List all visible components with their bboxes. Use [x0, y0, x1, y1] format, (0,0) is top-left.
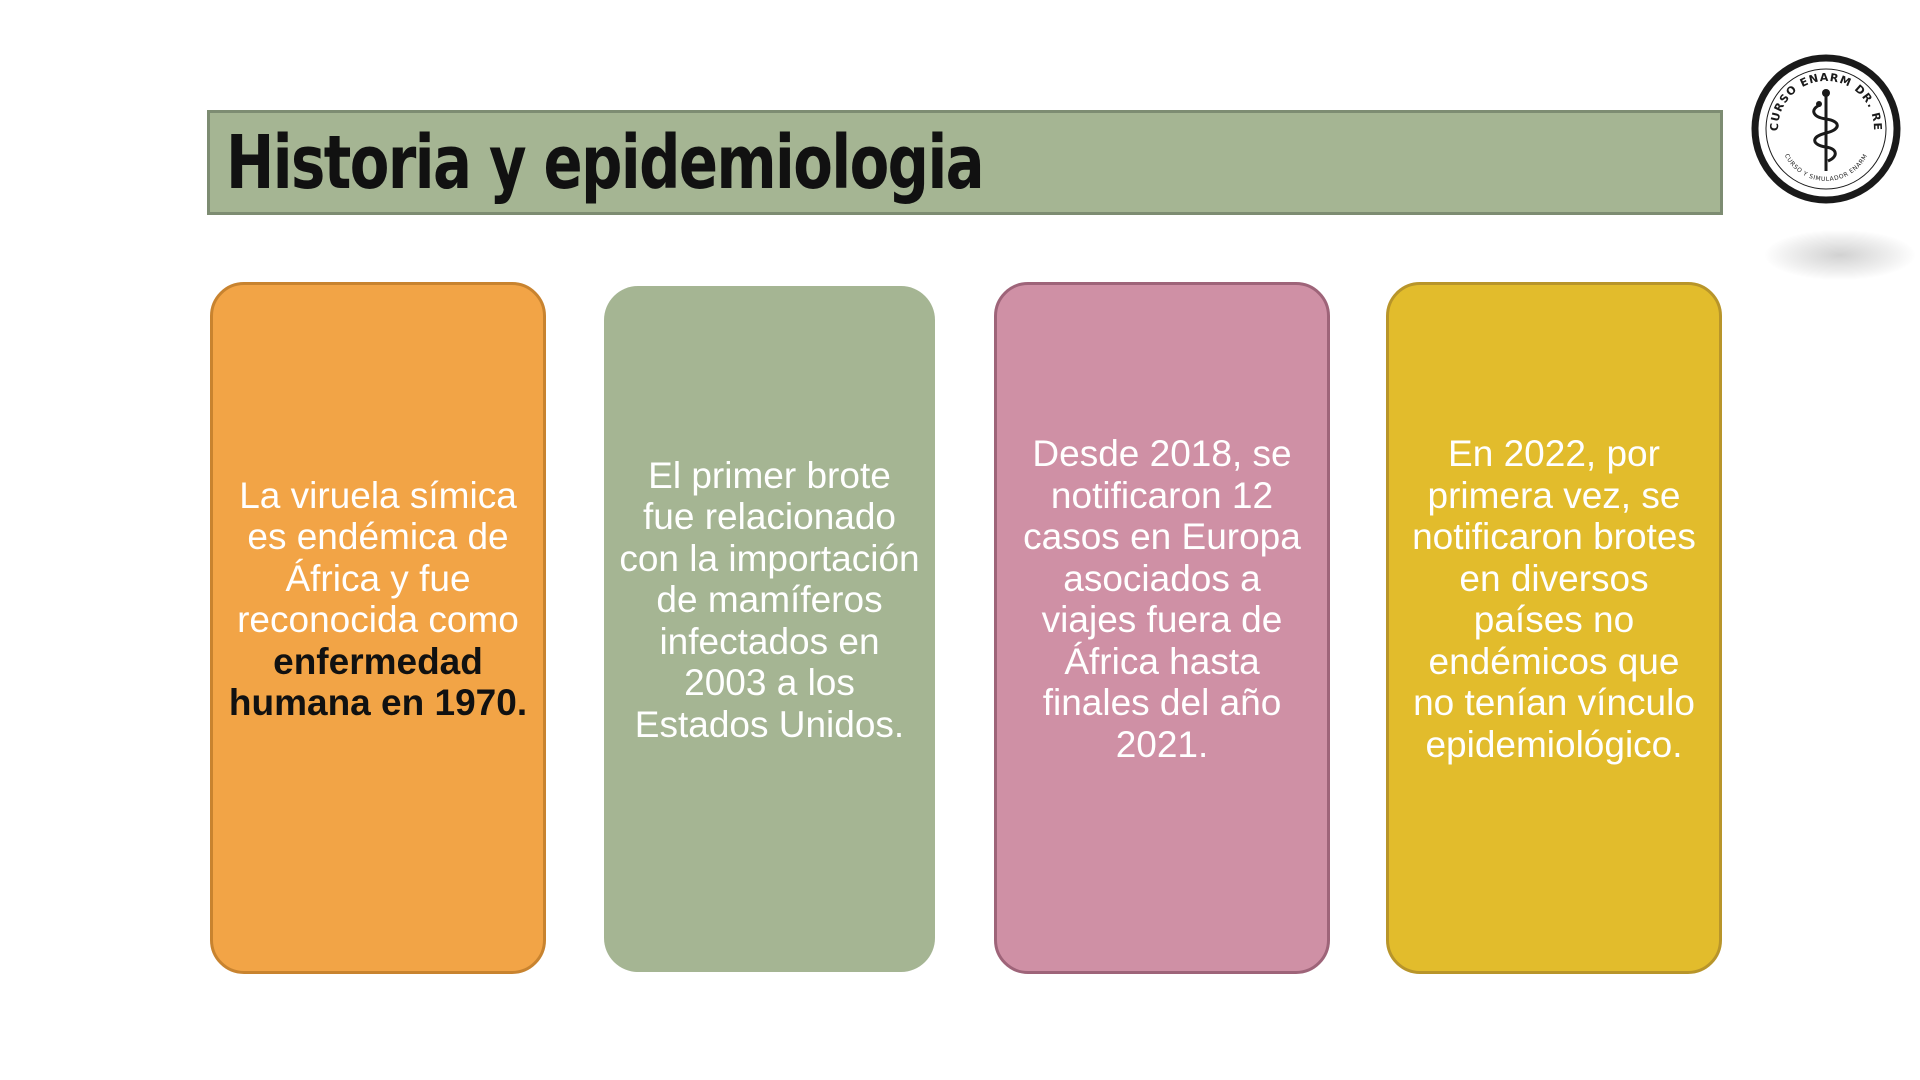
- logo-bottom-text: CURSO Y SIMULADOR ENARM: [1782, 152, 1870, 184]
- card-4-text: En 2022, por primera vez, se notificaron brotes en diversos países no endémicos que no tenían vínculo epidemiológico.: [1412, 433, 1696, 765]
- info-card-1: [210, 282, 546, 974]
- info-card-4: [1386, 282, 1722, 974]
- card-1-text: [213, 475, 543, 724]
- logo-top-text: CURSO ENARM DR. RE: [1767, 70, 1885, 132]
- info-card-2: [604, 286, 935, 972]
- card-3-text: Desde 2018, se notificaron 12 casos en Europa asociados a viajes fuera de África hasta finales del año 2021.: [1023, 433, 1301, 765]
- info-card-3: [994, 282, 1330, 974]
- card-2-text: El primer brote fue relacionado con la importación de mamíferos infectados en 2003 a los Estados Unidos.: [619, 454, 920, 745]
- card-1-text-regular: La viruela símica es endémica de África y fue reconocida como: [237, 474, 519, 640]
- caduceus-icon: [1750, 53, 1902, 205]
- card-1-text-bold: enfermedad humana en 1970.: [228, 640, 528, 723]
- title-bar: [207, 110, 1723, 215]
- logo-shadow: [1765, 230, 1915, 280]
- page-title: Historia y epidemiologia: [226, 119, 984, 206]
- logo: [1750, 53, 1902, 205]
